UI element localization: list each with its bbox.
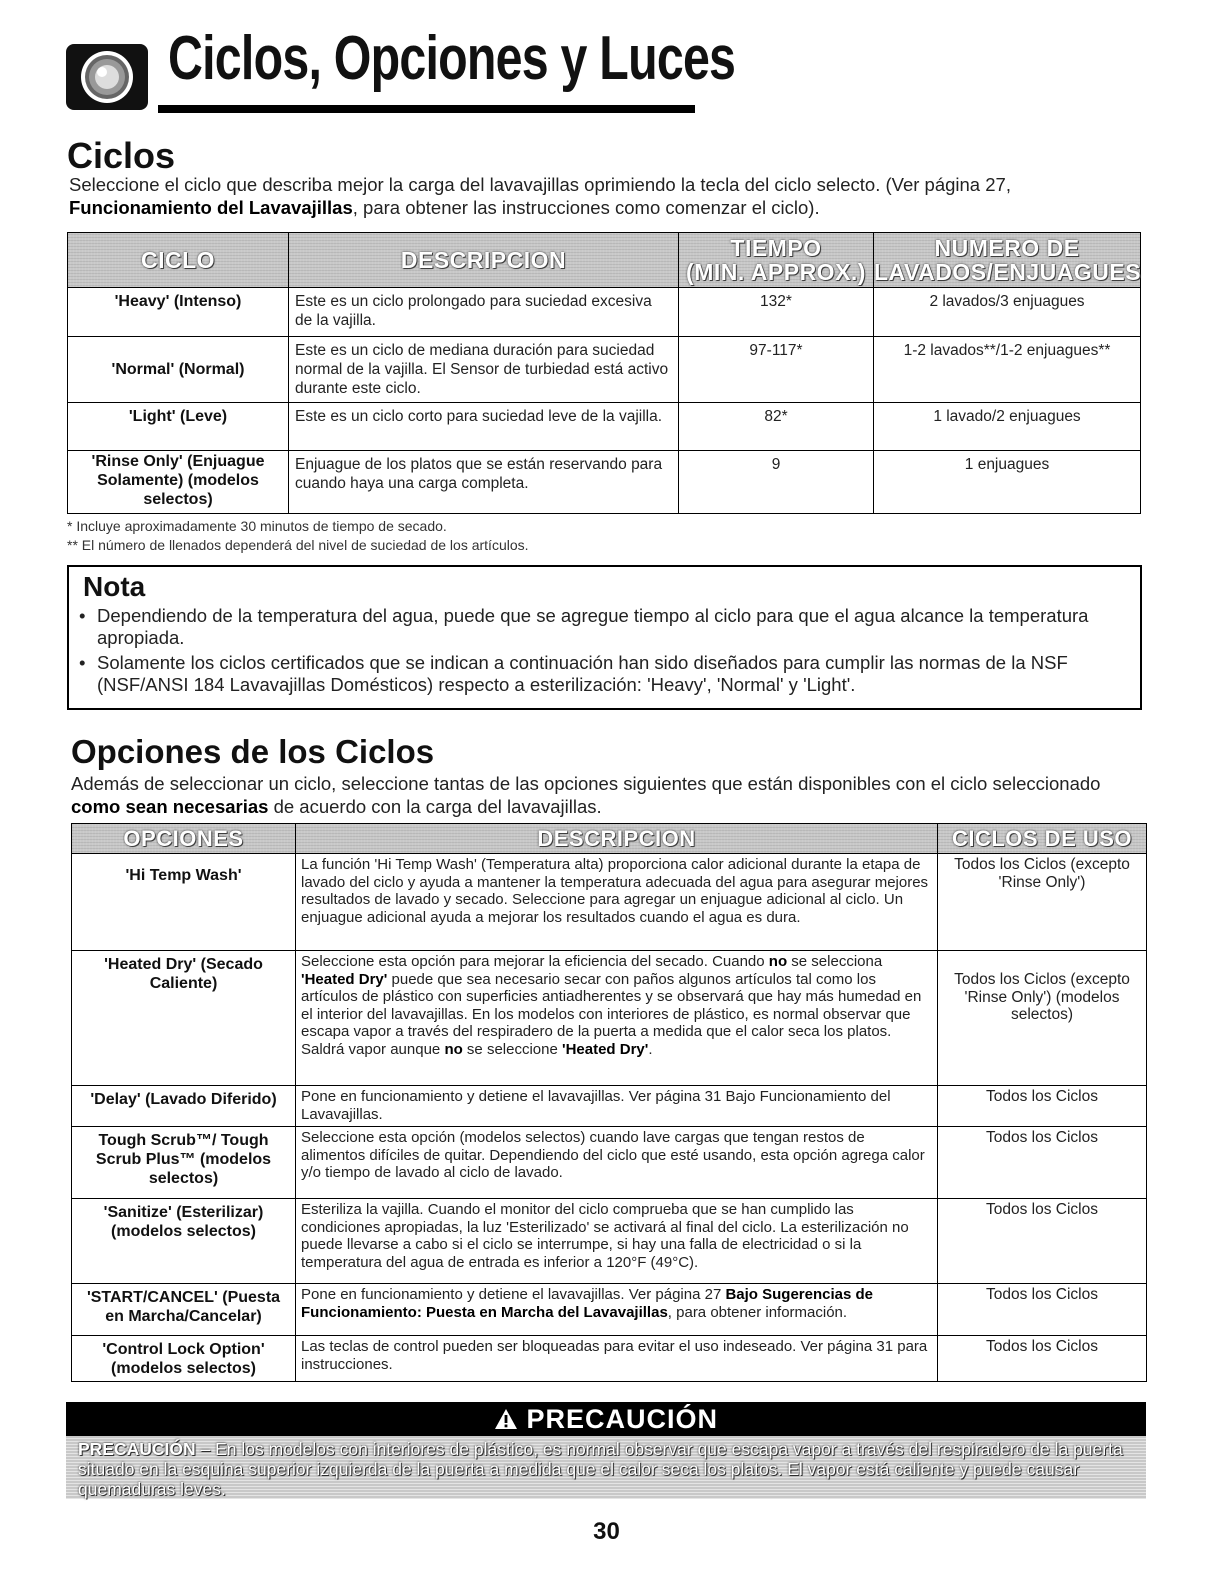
option-name: 'Heated Dry' (Secado Caliente) xyxy=(72,951,296,1086)
cycle-description: Este es un ciclo corto para suciedad leve de la vajilla. xyxy=(289,403,679,451)
cycle-name: 'Rinse Only' (Enjuague Solamente) (modelos selectos) xyxy=(68,451,289,514)
table-header-row xyxy=(68,233,1141,288)
table-row xyxy=(68,403,1141,451)
page-title: Ciclos, Opciones y Luces xyxy=(168,24,736,93)
option-name: 'Sanitize' (Esterilizar) (modelos selectos) xyxy=(72,1199,296,1284)
column-header: CICLOS DE USO xyxy=(938,824,1147,854)
table-row xyxy=(72,1336,1147,1382)
title-underline xyxy=(158,105,695,113)
note-box xyxy=(67,565,1142,710)
dishwasher-dial-icon xyxy=(66,42,148,112)
cycle-count: 1-2 lavados**/1-2 enjuagues** xyxy=(874,337,1141,403)
cycle-name: 'Normal' (Normal) xyxy=(68,337,289,403)
ciclos-intro: Seleccione el ciclo que describa mejor la carga del lavavajillas oprimiendo la tecla del ciclo selecto. (Ver página 27, Funcionamiento del Lavavajillas, para obtener las instrucciones como comenzar el ciclo). xyxy=(69,174,1011,218)
cycle-time: 9 xyxy=(679,451,874,514)
table-row xyxy=(68,288,1141,337)
option-cycles: Todos los Ciclos (excepto 'Rinse Only') xyxy=(938,854,1147,951)
option-cycles: Todos los Ciclos xyxy=(938,1336,1147,1382)
option-description: Pone en funcionamiento y detiene el lavavajillas. Ver página 27 Bajo Sugerencias de Funcionamiento: Puesta en Marcha del Lavavajillas, para obtener información. xyxy=(296,1284,938,1336)
table-row xyxy=(72,854,1147,951)
table-row xyxy=(68,337,1141,403)
option-name: 'START/CANCEL' (Puesta en Marcha/Cancelar) xyxy=(72,1284,296,1336)
caution-text: PRECAUCIÓN – En los modelos con interiores de plástico, es normal observar que escapa vapor a través del respiradero de la puerta situado en la esquina superior izquierda de la puerta a medida que el calor seca los platos. El vapor está caliente y puede causar quemaduras leves. xyxy=(66,1436,1146,1499)
option-description: Seleccione esta opción para mejorar la eficiencia del secado. Cuando no se selecciona 'Heated Dry' puede que sea necesario secar con paños algunos artículos tal como los artículos de plástico con superficies antiadherentes y se observará que hay más humedad en el interior del lavavajillas. En los modelos con interiores de plástico, es normal observar que escapa vapor a través del respiradero de la puerta a medida que el calor seca los platos. Saldrá vapor aunque no se seleccione 'Heated Dry'. xyxy=(296,951,938,1086)
table-row xyxy=(72,1199,1147,1284)
table-header-row xyxy=(72,824,1147,854)
option-description: La función 'Hi Temp Wash' (Temperatura alta) proporciona calor adicional durante la etapa de lavado del ciclo y ayuda a mantener la temperatura adecuada del agua para asegurar mejores resultados de lavado y secado. Seleccione para agregar un enjuague adicional al ciclo. Un enjuague adicional ayuda a mejorar los resultados cuando el agua es dura. xyxy=(296,854,938,951)
option-cycles: Todos los Ciclos xyxy=(938,1199,1147,1284)
option-description: Esteriliza la vajilla. Cuando el monitor del ciclo comprueba que se han cumplido las condiciones apropiadas, la luz 'Esterilizado' se activará al final del ciclo. La esterilización no puede llevarse a cabo si el ciclo se interrumpe, si hay una falla de electricidad o si la temperatura del agua de entrada es inferior a 120°F (49°C). xyxy=(296,1199,938,1284)
option-description: Pone en funcionamiento y detiene el lavavajillas. Ver página 31 Bajo Funcionamiento del Lavavajillas. xyxy=(296,1086,938,1127)
cycle-description: Este es un ciclo de mediana duración para suciedad normal de la vajilla. El Sensor de turbiedad está activo durante este ciclo. xyxy=(289,337,679,403)
option-name: 'Delay' (Lavado Diferido) xyxy=(72,1086,296,1127)
table-row xyxy=(72,951,1147,1086)
ciclos-table xyxy=(67,232,1141,514)
opciones-heading: Opciones de los Ciclos xyxy=(71,733,435,770)
ciclos-heading: Ciclos xyxy=(67,135,176,176)
option-cycles: Todos los Ciclos xyxy=(938,1127,1147,1199)
cycle-count: 1 enjuagues xyxy=(874,451,1141,514)
cycle-name: 'Heavy' (Intenso) xyxy=(68,288,289,337)
footnote: * Incluye aproximadamente 30 minutos de tiempo de secado. xyxy=(67,518,447,534)
cycle-description: Este es un ciclo prolongado para suciedad excesiva de la vajilla. xyxy=(289,288,679,337)
column-header: CICLO xyxy=(68,233,289,288)
cycle-time: 132* xyxy=(679,288,874,337)
option-cycles: Todos los Ciclos xyxy=(938,1284,1147,1336)
note-list xyxy=(77,605,1100,699)
table-row xyxy=(72,1086,1147,1127)
cycle-count: 1 lavado/2 enjuagues xyxy=(874,403,1141,451)
list-item: • Solamente los ciclos certificados que se indican a continuación han sido diseñados para cumplir las normas de la NSF (NSF/ANSI 184 Lavavajillas Domésticos) respecto a esterilización: 'Heavy', 'Normal' y 'Light'. xyxy=(79,652,1068,695)
page-number: 30 xyxy=(593,1518,620,1545)
column-header: NUMERO DE LAVADOS/ENJUAGUES xyxy=(874,233,1141,288)
option-cycles: Todos los Ciclos (excepto 'Rinse Only') (modelos selectos) xyxy=(938,951,1147,1086)
table-row xyxy=(72,1127,1147,1199)
cycle-count: 2 lavados/3 enjuagues xyxy=(874,288,1141,337)
cycle-time: 97-117* xyxy=(679,337,874,403)
column-header: OPCIONES xyxy=(72,824,296,854)
table-row xyxy=(72,1284,1147,1336)
warning-triangle-icon xyxy=(494,1404,527,1434)
note-heading: Nota xyxy=(83,571,146,602)
column-header: TIEMPO (MIN. APPROX.) xyxy=(679,233,874,288)
cycle-name: 'Light' (Leve) xyxy=(68,403,289,451)
opciones-table xyxy=(71,823,1147,1382)
list-item: • Dependiendo de la temperatura del agua, puede que se agregue tiempo al ciclo para que el agua alcance la temperatura apropiada. xyxy=(79,605,1089,648)
option-description: Las teclas de control pueden ser bloqueadas para evitar el uso indeseado. Ver página 31 para instrucciones. xyxy=(296,1336,938,1382)
option-name: 'Hi Temp Wash' xyxy=(72,854,296,951)
footnote: ** El número de llenados dependerá del nivel de suciedad de los artículos. xyxy=(67,537,529,553)
opciones-intro: Además de seleccionar un ciclo, seleccione tantas de las opciones siguientes que están disponibles con el ciclo seleccionado como sean necesarias de acuerdo con la carga del lavavajillas. xyxy=(71,773,1101,817)
table-row xyxy=(68,451,1141,514)
caution-header xyxy=(66,1402,1146,1436)
caution-box xyxy=(66,1402,1146,1499)
column-header: DESCRIPCION xyxy=(296,824,938,854)
cycle-description: Enjuague de los platos que se están reservando para cuando haya una carga completa. xyxy=(289,451,679,514)
caution-title: PRECAUCIÓN xyxy=(526,1404,719,1434)
option-name: 'Control Lock Option' (modelos selectos) xyxy=(72,1336,296,1382)
cycle-time: 82* xyxy=(679,403,874,451)
option-cycles: Todos los Ciclos xyxy=(938,1086,1147,1127)
option-name: Tough Scrub™/ Tough Scrub Plus™ (modelos selectos) xyxy=(72,1127,296,1199)
option-description: Seleccione esta opción (modelos selectos) cuando lave cargas que tengan restos de alimentos difíciles de quitar. Dependiendo del ciclo que esté usando, esta opción agrega calor y/o tiempo de lavado al ciclo de lavado. xyxy=(296,1127,938,1199)
column-header: DESCRIPCION xyxy=(289,233,679,288)
